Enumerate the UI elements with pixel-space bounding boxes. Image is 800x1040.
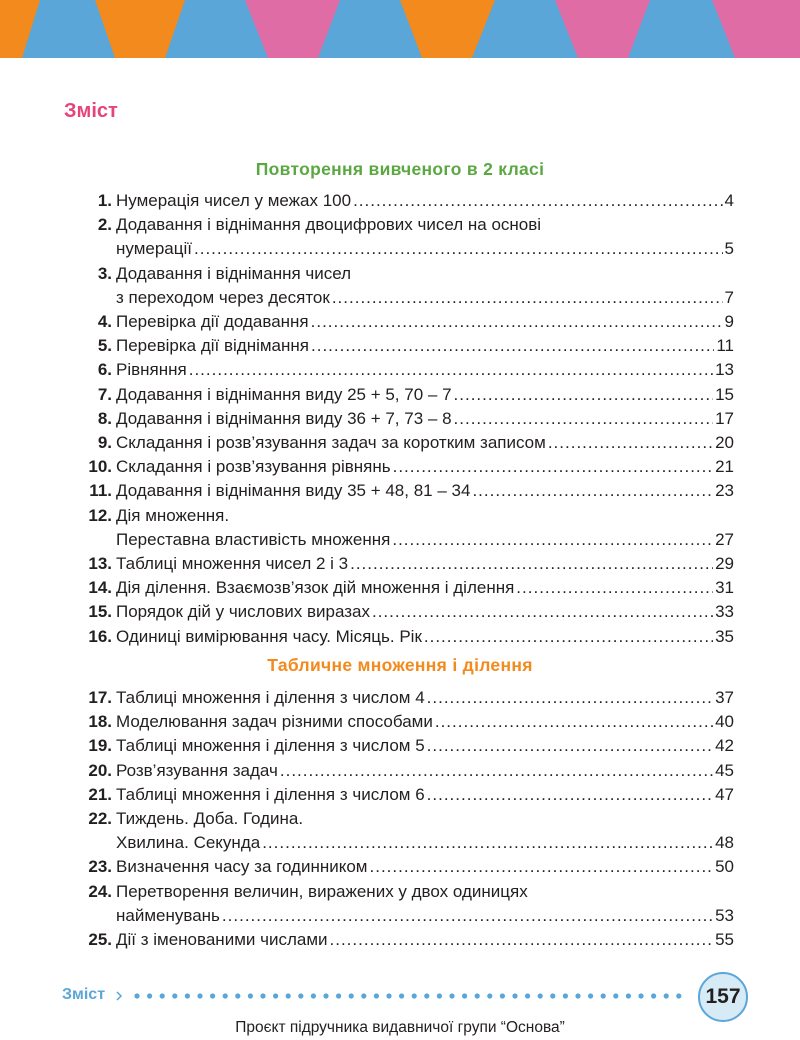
toc-entry-title-line1: Тиждень. Доба. Година.: [116, 809, 304, 829]
toc-page-number: 37: [715, 688, 734, 707]
toc-entry-number: 7.: [97, 384, 112, 404]
toc-entry: [64, 479, 734, 503]
toc-entry-title: Переставна властивість множення: [116, 529, 391, 549]
toc-page-number: 50: [715, 857, 734, 877]
toc-entry-title: Перевірка дії додавання: [116, 312, 309, 332]
toc-page-number: 5: [724, 239, 734, 259]
toc-leader-dots: [516, 576, 713, 600]
toc-entry: [64, 710, 734, 734]
toc-leader-dots: [472, 479, 713, 503]
toc-entry-number: 10.: [88, 457, 112, 477]
toc-entry-number: 16.: [88, 626, 112, 646]
toc-entry-number: 6.: [97, 360, 112, 380]
toc-entry-number: 11.: [89, 481, 112, 501]
toc-page-number: 13: [715, 360, 734, 380]
toc-page-number: 40: [715, 712, 734, 732]
toc-entry-number: 25.: [88, 930, 112, 950]
toc-entry: [64, 759, 734, 783]
toc-page-number: 29: [715, 554, 734, 574]
project-note: Проєкт підручника видавничої групи “Основа”: [235, 1019, 565, 1036]
toc-page-number: 55: [715, 930, 734, 950]
footer-label: Зміст: [62, 986, 106, 1003]
toc-leader-dots: [189, 358, 713, 382]
toc-entry-number: 22.: [88, 809, 112, 829]
toc-entry-title: Складання і розв’язування задач за коротким записом: [116, 433, 546, 453]
toc-leader-dots: [311, 310, 723, 334]
toc-page-number: 15: [715, 384, 734, 404]
toc-entry: [64, 600, 734, 624]
toc-page-number: 42: [715, 736, 734, 756]
toc-leader-dots: [393, 455, 713, 479]
toc-entry-number: 1.: [97, 191, 112, 210]
toc-entry-number: 12.: [88, 505, 112, 525]
header-banner: [0, 0, 800, 58]
toc-entry-title: нумерації: [116, 239, 192, 259]
toc-leader-dots: [194, 237, 723, 261]
toc-entry-title: Складання і розв’язування рівнянь: [116, 457, 391, 477]
toc-entry-title: Додавання і віднімання виду 36 + 7, 73 – 8: [116, 408, 452, 428]
toc-page-number: 17: [715, 408, 734, 428]
toc-entry-number: 13.: [88, 554, 112, 574]
toc-entry-title: Порядок дій у числових виразах: [116, 602, 370, 622]
toc-page-number: 31: [715, 578, 734, 598]
toc-entry: [64, 807, 734, 855]
toc-list-multiplication: [64, 686, 734, 952]
toc-entry: [64, 189, 734, 213]
toc-entry-title: Таблиці множення і ділення з числом 4: [116, 688, 425, 707]
toc-leader-dots: [392, 528, 713, 552]
toc-leader-dots: [427, 686, 713, 710]
toc-page-number: 48: [715, 833, 734, 853]
toc-leader-dots: [427, 783, 713, 807]
toc-entry: [64, 855, 734, 879]
toc-leader-dots: [262, 831, 713, 855]
toc-page-number: 47: [715, 784, 734, 804]
toc-entry-number: 8.: [97, 408, 112, 428]
toc-page-number: 45: [715, 760, 734, 780]
toc-page-number: 35: [715, 626, 734, 646]
page-number-badge: 157: [698, 972, 748, 1022]
toc-entry: [64, 310, 734, 334]
toc-entry: [64, 431, 734, 455]
toc-entry: [64, 783, 734, 807]
toc-entry-number: 23.: [88, 857, 112, 877]
toc-entry-title: Дія ділення. Взаємозв’язок дій множення і ділення: [116, 578, 515, 598]
toc-leader-dots: [548, 431, 713, 455]
toc-entry-number: 5.: [97, 336, 112, 356]
toc-entry-number: 21.: [88, 784, 112, 804]
toc-entry: [64, 734, 734, 758]
toc-entry-number: 2.: [97, 215, 112, 235]
toc-entry: [64, 262, 734, 310]
toc-leader-dots: [330, 928, 714, 952]
toc-entry-title: з переходом через десяток: [116, 287, 330, 307]
toc-entry-title: Таблиці множення і ділення з числом 6: [116, 784, 425, 804]
toc-entry-title-line1: Дія множення.: [116, 505, 230, 525]
toc-list-review: [64, 189, 734, 649]
toc-entry-number: 24.: [88, 881, 112, 901]
toc-entry-title: найменувань: [116, 905, 220, 925]
toc-leader-dots: [424, 625, 713, 649]
toc-entry-title: Дії з іменованими числами: [116, 930, 328, 950]
toc-page-number: 20: [715, 433, 734, 453]
toc-entry: [64, 686, 734, 710]
toc-entry: [64, 383, 734, 407]
toc-page-number: 4: [724, 191, 734, 210]
toc-entry: [64, 407, 734, 431]
toc-leader-dots: [311, 334, 714, 358]
toc-leader-dots: [370, 855, 714, 879]
toc-entry-number: 18.: [88, 712, 112, 732]
toc-page-number: 27: [715, 529, 734, 549]
toc-entry-number: 17.: [88, 688, 112, 707]
toc-entry-title: Рівняння: [116, 360, 187, 380]
toc-entry: [64, 213, 734, 261]
toc-leader-dots: [280, 759, 713, 783]
toc-leader-dots: [222, 904, 713, 928]
toc-leader-dots: [435, 710, 713, 734]
toc-entry-title-line1: Перетворення величин, виражених у двох одиницях: [116, 881, 528, 901]
toc-entry-title: Визначення часу за годинником: [116, 857, 368, 877]
toc-entry-number: 19.: [88, 736, 112, 756]
toc-entry-number: 15.: [88, 602, 112, 622]
section-title-multiplication: Табличне множення і ділення: [267, 655, 533, 675]
toc-entry-title: Додавання і віднімання виду 35 + 48, 81 – 34: [116, 481, 471, 501]
section-title-review: Повторення вивченого в 2 класі: [255, 159, 545, 179]
toc-leader-dots: [332, 286, 723, 310]
toc-entry-number: 20.: [88, 760, 112, 780]
toc-entry-title: Розв’язування задач: [116, 760, 278, 780]
toc-entry: [64, 455, 734, 479]
toc-entry-title: Нумерація чисел у межах 100: [116, 191, 352, 210]
toc-entry-title: Таблиці множення чисел 2 і 3: [116, 554, 349, 574]
toc-entry: [64, 625, 734, 649]
toc-entry-title: Хвилина. Секунда: [116, 833, 261, 853]
toc-entry-number: 4.: [97, 312, 112, 332]
toc-entry-title-line1: Додавання і віднімання чисел: [116, 263, 352, 283]
toc-entry: [64, 358, 734, 382]
toc-entry-title-line1: Додавання і віднімання двоцифрових чисел на основі: [116, 215, 542, 235]
toc-entry-number: 14.: [88, 578, 112, 598]
toc-page-number: 33: [715, 602, 734, 622]
toc-entry-title: Моделювання задач різними способами: [116, 712, 433, 732]
footer-dotted-line: [115, 986, 695, 1006]
toc-page-number: 53: [715, 905, 734, 925]
toc-leader-dots: [350, 552, 713, 576]
toc-entry: [64, 576, 734, 600]
toc-entry: [64, 928, 734, 952]
toc-leader-dots: [427, 734, 713, 758]
toc-entry: [64, 504, 734, 552]
toc-entry-number: 9.: [97, 433, 112, 453]
toc-entry-title: Додавання і віднімання виду 25 + 5, 70 – 7: [116, 384, 452, 404]
toc-page-number: 21: [715, 457, 734, 477]
toc-entry-number: 3.: [97, 263, 112, 283]
toc-entry-title: Таблиці множення і ділення з числом 5: [116, 736, 425, 756]
toc-page-number: 11: [716, 336, 734, 356]
toc-leader-dots: [372, 600, 713, 624]
page-heading: Зміст: [64, 100, 118, 122]
toc-page-number: 7: [724, 287, 734, 307]
toc-entry: [64, 552, 734, 576]
toc-entry: [64, 334, 734, 358]
toc-entry: [64, 880, 734, 928]
toc-page-number: 9: [724, 312, 734, 332]
toc-entry-title: Одиниці вимірювання часу. Місяць. Рік: [116, 626, 422, 646]
toc-leader-dots: [454, 407, 714, 431]
toc-leader-dots: [454, 383, 714, 407]
toc-page-number: 23: [715, 481, 734, 501]
toc-entry-title: Перевірка дії віднімання: [116, 336, 309, 356]
toc-leader-dots: [353, 189, 722, 213]
